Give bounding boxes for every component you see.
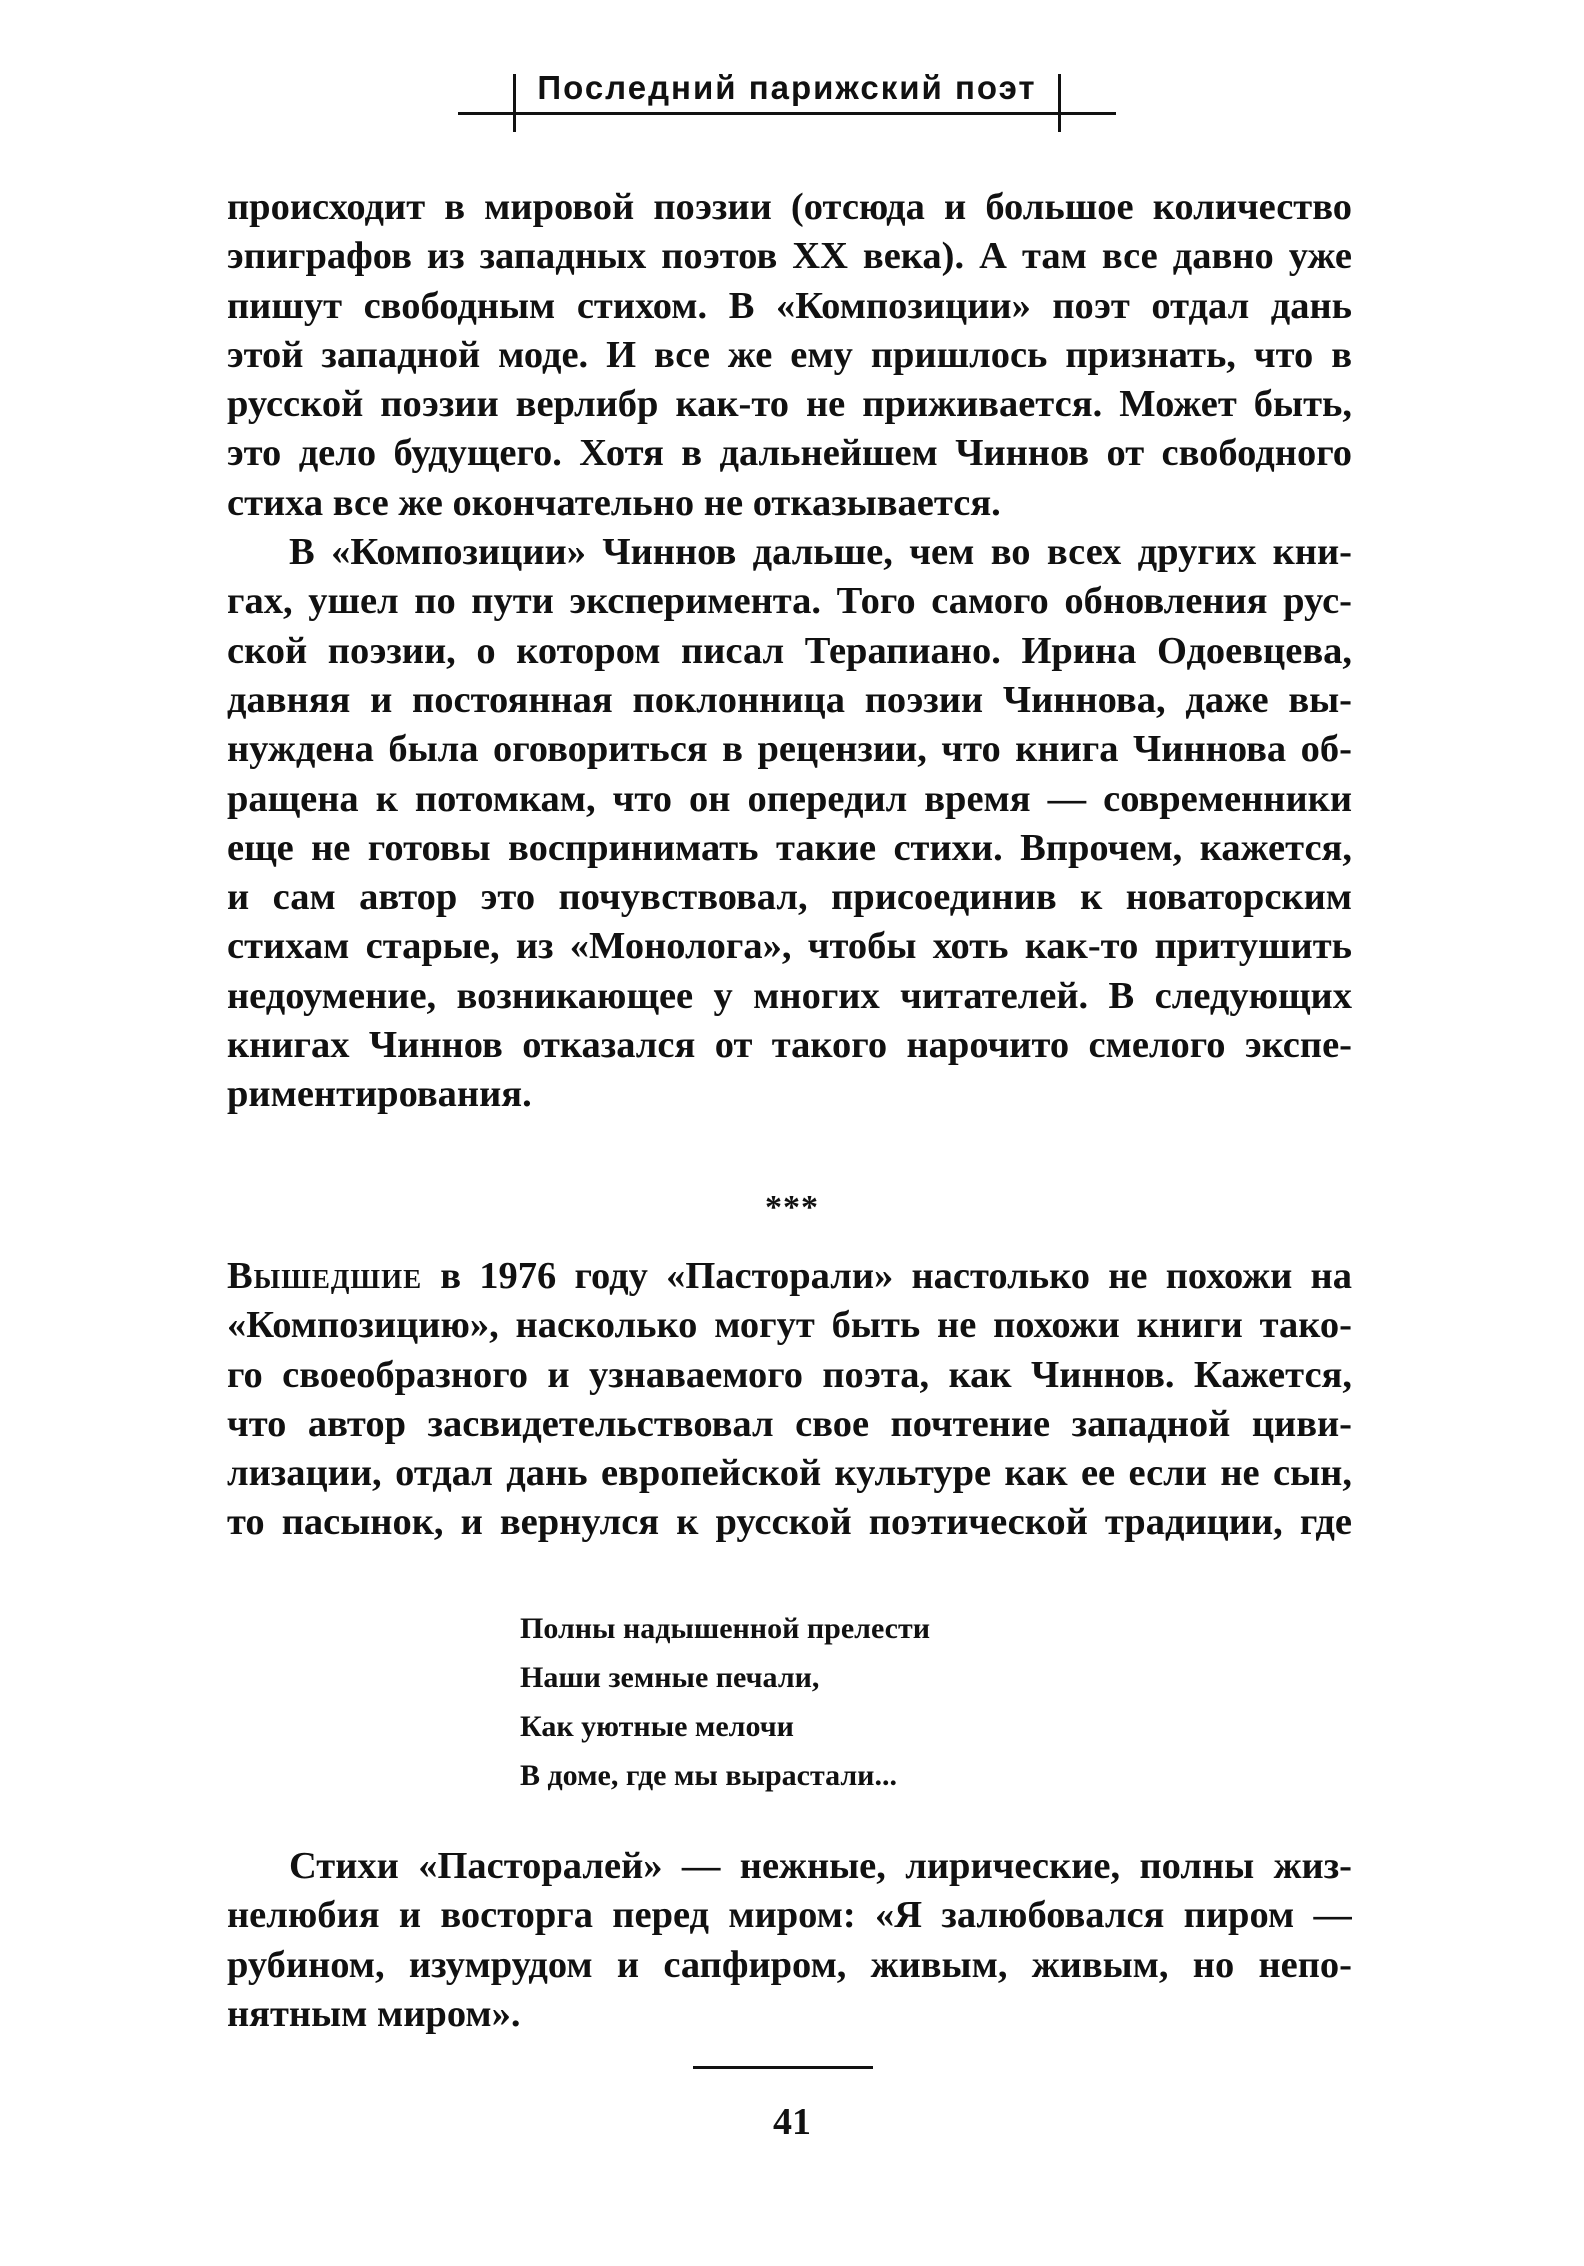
text-line: этой западной моде. И все же ему пришлось признать, что в <box>227 333 1352 376</box>
text-line: «Композицию», насколько могут быть не похожи книги тако- <box>227 1304 1352 1347</box>
paragraph-lead-word: Вышедшие <box>227 1255 423 1297</box>
text-line: лизации, отдал дань европейской культуре как ее если не сын, <box>227 1452 1352 1495</box>
text-line: риментирования. <box>227 1073 532 1116</box>
text-line: Стихи «Пасторалей» — нежные, лирические, полны жиз- <box>289 1845 1352 1887</box>
paragraph-1 <box>227 183 1352 528</box>
body-text-upper <box>227 183 1352 1120</box>
running-head-title: Последний парижский поэт <box>537 69 1037 106</box>
verse-line: Как уютные мелочи <box>520 1710 794 1743</box>
page-number: 41 <box>773 2101 811 2143</box>
text-line: В «Композиции» Чиннов дальше, чем во всех других кни- <box>289 531 1352 574</box>
paragraph-2 <box>227 528 1352 1120</box>
text-line: недоумение, возникающее у многих читателей. В следующих <box>227 974 1352 1017</box>
verse-line: Наши земные печали, <box>520 1661 820 1694</box>
running-head-rule <box>458 112 1116 115</box>
text-line: эпиграфов из западных поэтов XX века). А там все давно уже <box>227 235 1352 278</box>
text-line: стиха все же окончательно не отказывается. <box>227 481 1001 524</box>
verse-line: Полны надышенной прелести <box>520 1612 930 1645</box>
text-line: го своеобразного и узнаваемого поэта, как Чиннов. Кажется, <box>227 1353 1352 1396</box>
text-line: русской поэзии верлибр как-то не приживается. Может быть, <box>227 383 1352 426</box>
text-line: и сам автор это почувствовал, присоединив к новаторским <box>227 876 1352 919</box>
text-line: это дело будущего. Хотя в дальнейшем Чиннов от свободного <box>227 432 1352 475</box>
text-line: пишут свободным стихом. В «Композиции» поэт отдал дань <box>227 284 1352 327</box>
text-line: нуждена была оговориться в рецензии, что книга Чиннова об- <box>227 728 1352 771</box>
text-line: давняя и постоянная поклонница поэзии Чиннова, даже вы- <box>227 678 1352 721</box>
text-line: то пасынок, и вернулся к русской поэтической традиции, где <box>227 1501 1352 1544</box>
footer-rule <box>693 2066 873 2069</box>
text-line: ской поэзии, о котором писал Терапиано. Ирина Одоевцева, <box>227 629 1352 672</box>
text-line: еще не готовы воспринимать такие стихи. Впрочем, кажется, <box>227 826 1352 869</box>
paragraph-4 <box>227 1842 1352 2039</box>
text-line: что автор засвидетельствовал свое почтение западной циви- <box>227 1402 1352 1445</box>
text-line: стихам старые, из «Монолога», чтобы хоть как-то притушить <box>227 925 1352 968</box>
text-line: происходит в мировой поэзии (отсюда и большое количество <box>227 186 1352 228</box>
text-line: рубином, изумрудом и сапфиром, живым, живым, но непо- <box>227 1943 1352 1986</box>
verse-quotation <box>520 1604 930 1800</box>
text-line: ращена к потомкам, что он опередил время — современники <box>227 777 1352 820</box>
text-line: книгах Чиннов отказался от такого нарочито смелого экспе- <box>227 1024 1352 1067</box>
running-head <box>458 62 1116 134</box>
paragraph-first-line-rest: в 1976 году «Пасторали» настолько не похожи на <box>422 1255 1352 1297</box>
paragraph-3 <box>227 1252 1352 1548</box>
verse-line: В доме, где мы вырастали... <box>520 1759 897 1792</box>
section-break-asterisks: *** <box>765 1189 819 1226</box>
text-line: нятным миром». <box>227 1992 521 2035</box>
text-line: нелюбия и восторга перед миром: «Я залюбовался пиром — <box>227 1894 1352 1937</box>
text-line: гах, ушел по пути эксперимента. Того самого обновления рус- <box>227 580 1352 623</box>
text-line <box>227 1252 1352 1301</box>
